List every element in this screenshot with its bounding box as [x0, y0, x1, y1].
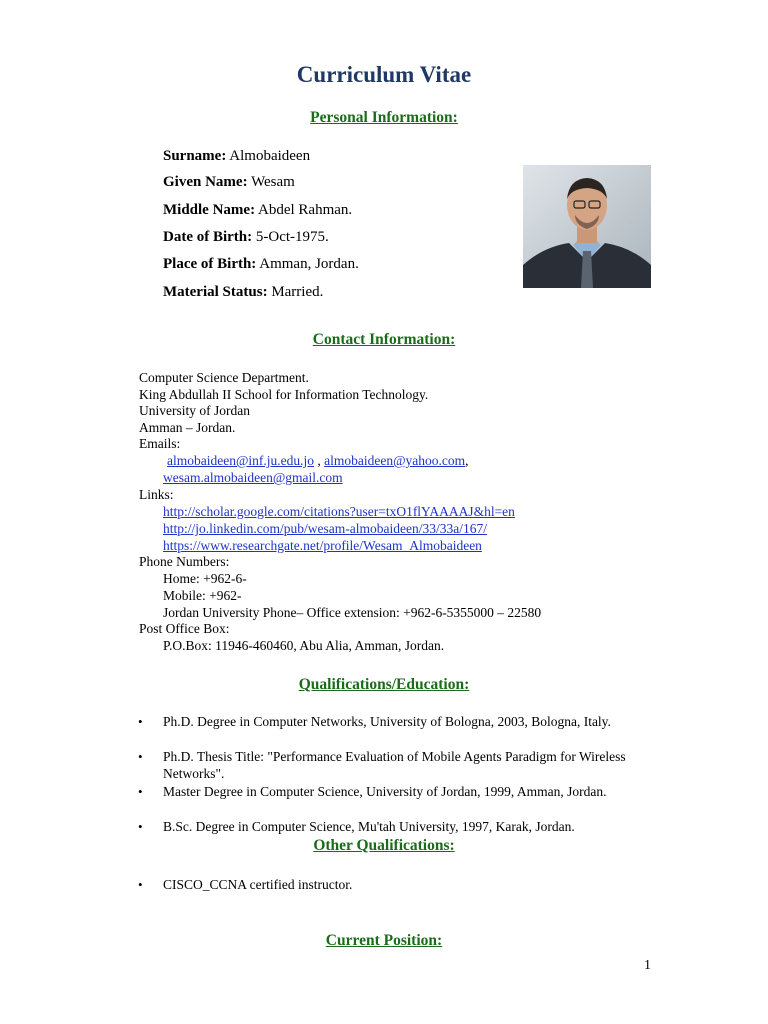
address-line-3: University of Jordan	[139, 403, 250, 418]
bullet-icon: •	[138, 819, 143, 834]
bullet-icon: •	[138, 714, 143, 729]
middle-name-row	[163, 202, 352, 219]
marital-status-value: Married.	[271, 284, 324, 300]
email-link-ju[interactable]: almobaideen@inf.ju.edu.jo	[167, 453, 315, 468]
surname-label: Surname:	[163, 148, 227, 164]
surname-value: Almobaideen	[229, 148, 311, 164]
mobile-phone: Mobile: +962-	[163, 588, 242, 603]
phone-label: Phone Numbers:	[139, 554, 230, 569]
link-row-2	[163, 521, 487, 537]
pobox-value: P.O.Box: 11946-460460, Abu Alia, Amman, Jordan.	[163, 638, 445, 653]
home-phone: Home: +962-6-	[163, 571, 247, 586]
given-name-row	[163, 174, 295, 191]
pob-value: Amman, Jordan.	[259, 256, 359, 272]
given-name-value: Wesam	[251, 174, 295, 190]
other-qualifications-heading: Other Qualifications:	[313, 837, 455, 854]
personal-info-heading: Personal Information:	[310, 109, 458, 126]
links-label: Links:	[139, 487, 174, 502]
address-line-1: Computer Science Department.	[139, 370, 309, 385]
dob-row	[163, 229, 329, 246]
bullet-icon: •	[138, 784, 143, 799]
dob-value: 5-Oct-1975.	[255, 229, 329, 245]
linkedin-link[interactable]: http://jo.linkedin.com/pub/wesam-almobaideen/33/33a/167/	[163, 521, 487, 536]
contact-info-heading: Contact Information:	[312, 331, 456, 348]
middle-name-value: Abdel Rahman.	[258, 202, 353, 218]
middle-name-label: Middle Name:	[163, 202, 256, 218]
address-line-4: Amman – Jordan.	[139, 420, 236, 435]
current-position-heading: Current Position:	[325, 932, 443, 949]
qualification-text: Ph.D. Degree in Computer Networks, University of Bologna, 2003, Bologna, Italy.	[163, 714, 611, 729]
email-link-gmail[interactable]: wesam.almobaideen@gmail.com	[163, 470, 343, 485]
emails-label: Emails:	[139, 436, 181, 451]
qualification-text: Master Degree in Computer Science, University of Jordan, 1999, Amman, Jordan.	[163, 784, 607, 799]
page-number: 1	[644, 958, 651, 973]
dob-label: Date of Birth:	[163, 229, 253, 245]
bullet-icon: •	[138, 749, 143, 764]
qualification-text: Ph.D. Thesis Title: "Performance Evaluation of Mobile Agents Paradigm for Wireless Networks".	[163, 749, 626, 781]
marital-status-label: Material Status:	[163, 284, 268, 300]
address-line-2: King Abdullah II School for Information Technology.	[139, 387, 429, 402]
email-link-yahoo[interactable]: almobaideen@yahoo.com	[324, 453, 466, 468]
office-phone: Jordan University Phone– Office extension: +962-6-5355000 – 22580	[163, 605, 542, 620]
bullet-icon: •	[138, 877, 143, 892]
document-title: Curriculum Vitae	[296, 62, 472, 87]
pob-label: Place of Birth:	[163, 256, 257, 272]
marital-status-row	[163, 284, 323, 301]
pob-row	[163, 256, 359, 273]
qualification-text: B.Sc. Degree in Computer Science, Mu'tah University, 1997, Karak, Jordan.	[163, 819, 575, 834]
other-qualification-text: CISCO_CCNA certified instructor.	[163, 877, 353, 892]
emails-row: almobaideen@inf.ju.edu.jo , almobaideen@yahoo.com,	[167, 453, 469, 468]
surname-row	[163, 148, 310, 165]
researchgate-link[interactable]: https://www.researchgate.net/profile/Wesam_Almobaideen	[163, 538, 482, 553]
scholar-link[interactable]: http://scholar.google.com/citations?user=txO1flYAAAAJ&hl=en	[163, 504, 515, 519]
profile-photo	[523, 165, 651, 288]
qualifications-heading: Qualifications/Education:	[298, 676, 470, 693]
pobox-label: Post Office Box:	[139, 621, 230, 636]
link-row-3	[163, 538, 482, 554]
email-row-2	[163, 470, 343, 486]
given-name-label: Given Name:	[163, 174, 248, 190]
link-row-1	[163, 504, 515, 520]
